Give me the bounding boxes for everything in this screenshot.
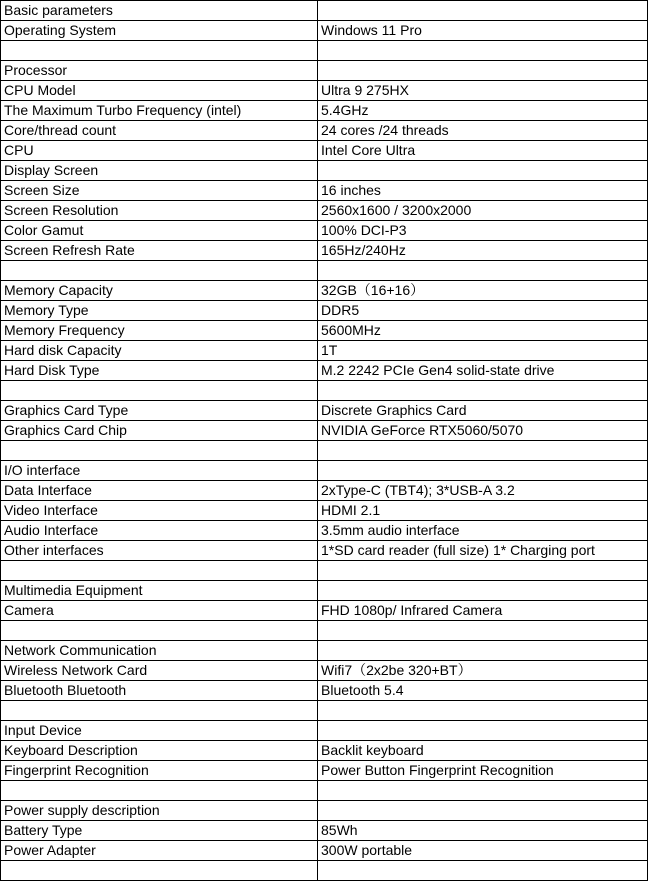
spec-value-cell: M.2 2242 PCIe Gen4 solid-state drive [318,361,648,381]
spec-value-cell [318,801,648,821]
spec-value-cell [318,461,648,481]
spec-label-cell [1,621,318,641]
spec-value-cell [318,861,648,881]
spec-label-cell: Graphics Card Type [1,401,318,421]
spec-value-cell [318,701,648,721]
table-row [1,281,648,301]
table-row [1,401,648,421]
table-row [1,221,648,241]
spec-value-cell [318,381,648,401]
table-row [1,841,648,861]
spec-label-cell: Operating System [1,21,318,41]
spec-label-cell: Other interfaces [1,541,318,561]
spec-label-cell: Color Gamut [1,221,318,241]
table-row [1,361,648,381]
spec-value-cell [318,561,648,581]
spec-value-cell: Backlit keyboard [318,741,648,761]
spec-label-cell: The Maximum Turbo Frequency (intel) [1,101,318,121]
spec-value-cell: 1T [318,341,648,361]
spec-label-cell: Processor [1,61,318,81]
spec-value-cell [318,581,648,601]
spec-label-cell [1,561,318,581]
spec-label-cell: Data Interface [1,481,318,501]
spec-label-cell: Memory Capacity [1,281,318,301]
spec-label-cell: Hard Disk Type [1,361,318,381]
spec-value-cell: 1*SD card reader (full size) 1* Charging port [318,541,648,561]
spec-value-cell: HDMI 2.1 [318,501,648,521]
spec-label-cell: Display Screen [1,161,318,181]
spec-value-cell [318,41,648,61]
table-row [1,621,648,641]
spec-value-cell: Discrete Graphics Card [318,401,648,421]
table-row [1,821,648,841]
spec-value-cell: 300W portable [318,841,648,861]
spec-value-cell [318,721,648,741]
spec-value-cell [318,161,648,181]
spec-label-cell: Fingerprint Recognition [1,761,318,781]
table-row [1,761,648,781]
spec-value-cell: 85Wh [318,821,648,841]
table-row [1,321,648,341]
spec-label-cell: Memory Type [1,301,318,321]
table-row [1,701,648,721]
table-row [1,421,648,441]
table-row [1,81,648,101]
table-row [1,581,648,601]
spec-label-cell: Bluetooth Bluetooth [1,681,318,701]
spec-value-cell: FHD 1080p/ Infrared Camera [318,601,648,621]
spec-value-cell: Wifi7（2x2be 320+BT） [318,661,648,681]
table-row [1,101,648,121]
spec-label-cell: Power Adapter [1,841,318,861]
table-row [1,341,648,361]
table-row [1,301,648,321]
table-row [1,501,648,521]
spec-value-cell: 2560x1600 / 3200x2000 [318,201,648,221]
spec-label-cell: CPU Model [1,81,318,101]
table-row [1,601,648,621]
spec-value-cell: 24 cores /24 threads [318,121,648,141]
table-row [1,541,648,561]
spec-value-cell: 3.5mm audio interface [318,521,648,541]
table-row [1,161,648,181]
spec-label-cell: Input Device [1,721,318,741]
spec-value-cell: 2xType-C (TBT4); 3*USB-A 3.2 [318,481,648,501]
table-row [1,661,648,681]
spec-value-cell: 165Hz/240Hz [318,241,648,261]
spec-label-cell: Keyboard Description [1,741,318,761]
spec-label-cell: Graphics Card Chip [1,421,318,441]
table-row [1,561,648,581]
spec-label-cell: Screen Resolution [1,201,318,221]
spec-label-cell [1,441,318,461]
spec-label-cell: Video Interface [1,501,318,521]
spec-label-cell [1,701,318,721]
table-row [1,741,648,761]
spec-label-cell: Basic parameters [1,1,318,21]
spec-value-cell: 100% DCI-P3 [318,221,648,241]
spec-label-cell: CPU [1,141,318,161]
spec-value-cell [318,441,648,461]
table-row [1,461,648,481]
spec-label-cell: Screen Size [1,181,318,201]
spec-label-cell: Camera [1,601,318,621]
table-row [1,61,648,81]
spec-label-cell: Wireless Network Card [1,661,318,681]
spec-label-cell [1,381,318,401]
spec-value-cell: 5600MHz [318,321,648,341]
spec-label-cell: Memory Frequency [1,321,318,341]
spec-label-cell: I/O interface [1,461,318,481]
spec-value-cell: 16 inches [318,181,648,201]
table-row [1,141,648,161]
table-row [1,41,648,61]
spec-value-cell: Intel Core Ultra [318,141,648,161]
spec-label-cell: Screen Refresh Rate [1,241,318,261]
spec-value-cell: Bluetooth 5.4 [318,681,648,701]
spec-label-cell [1,41,318,61]
spec-value-cell [318,781,648,801]
table-row [1,861,648,881]
table-row [1,21,648,41]
spec-value-cell: Ultra 9 275HX [318,81,648,101]
table-row [1,381,648,401]
spec-value-cell: NVIDIA GeForce RTX5060/5070 [318,421,648,441]
spec-value-cell [318,1,648,21]
spec-table-body [1,1,648,881]
table-row [1,681,648,701]
table-row [1,641,648,661]
spec-label-cell: Power supply description [1,801,318,821]
spec-value-cell: DDR5 [318,301,648,321]
table-row [1,261,648,281]
table-row [1,181,648,201]
table-row [1,121,648,141]
spec-label-cell: Battery Type [1,821,318,841]
spec-label-cell: Audio Interface [1,521,318,541]
spec-label-cell [1,261,318,281]
table-row [1,481,648,501]
table-row [1,441,648,461]
table-row [1,801,648,821]
spec-value-cell [318,261,648,281]
spec-value-cell: Power Button Fingerprint Recognition [318,761,648,781]
table-row [1,721,648,741]
spec-label-cell: Core/thread count [1,121,318,141]
spec-value-cell [318,61,648,81]
spec-label-cell: Multimedia Equipment [1,581,318,601]
table-row [1,1,648,21]
spec-label-cell: Hard disk Capacity [1,341,318,361]
spec-label-cell: Network Communication [1,641,318,661]
spec-value-cell [318,641,648,661]
spec-label-cell [1,781,318,801]
spec-value-cell [318,621,648,641]
spec-label-cell [1,861,318,881]
table-row [1,201,648,221]
table-row [1,241,648,261]
table-row [1,521,648,541]
spec-value-cell: 5.4GHz [318,101,648,121]
spec-value-cell: Windows 11 Pro [318,21,648,41]
spec-value-cell: 32GB（16+16） [318,281,648,301]
table-row [1,781,648,801]
